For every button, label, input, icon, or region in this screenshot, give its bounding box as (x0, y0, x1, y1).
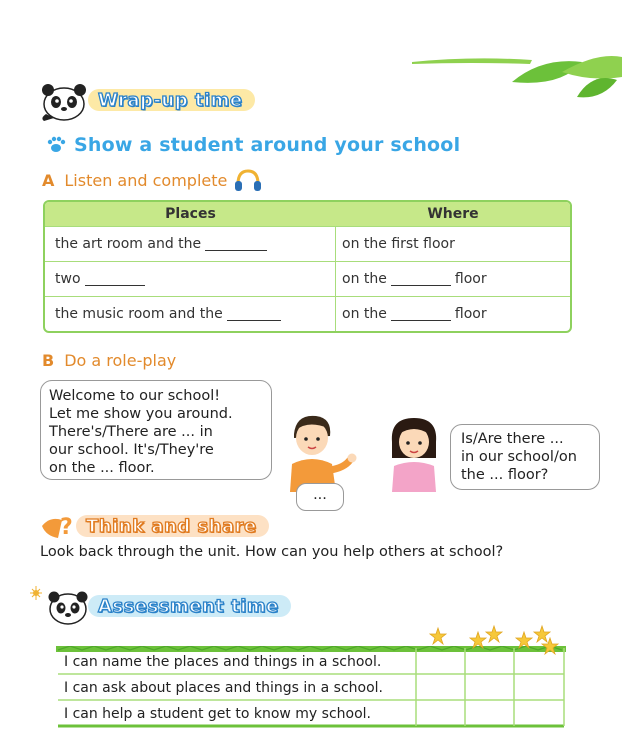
think-banner (40, 512, 269, 540)
bubble-line: There's/There are ... in (49, 424, 213, 440)
assessment-statement: I can ask about places and things in a school. (64, 680, 383, 696)
bubble-line: on the ... floor. (49, 460, 155, 476)
question-mark-icon (40, 512, 80, 540)
table-row (45, 296, 570, 331)
bubble-line: our school. It's/They're (49, 442, 214, 458)
assessment-row (58, 676, 416, 700)
header-places: Places (165, 206, 216, 222)
section-a-letter: A (42, 170, 55, 190)
panda-icon (36, 78, 92, 122)
headphones-icon (233, 168, 263, 192)
bubble-line: Let me show you around. (49, 406, 233, 422)
section-a-title: Listen and complete (64, 170, 228, 190)
place-text: the music room and the (55, 306, 223, 322)
assessment-statement: I can name the places and things in a school. (64, 654, 382, 670)
where-suffix: floor (454, 271, 487, 287)
section-b-heading (42, 351, 176, 370)
wrapup-banner (36, 78, 255, 122)
think-title: Think and share (86, 515, 257, 537)
where-text: on the first floor (342, 236, 455, 252)
assessment-statement: I can help a student get to know my school. (64, 706, 371, 722)
table-row (45, 226, 570, 261)
left-speech-bubble (40, 380, 272, 480)
bubble-line: Is/Are there ... (461, 431, 564, 447)
header-where: Where (427, 206, 479, 222)
assessment-row (58, 650, 416, 674)
paw-icon (46, 136, 66, 154)
svg-text:?: ? (60, 515, 73, 540)
bubble-ellipsis: ... (313, 487, 327, 503)
assessment-title: Assessment time (98, 595, 279, 617)
places-table (43, 200, 572, 333)
show-title: Show a student around your school (74, 134, 461, 156)
leaves-decoration (412, 52, 622, 102)
assessment-banner (30, 585, 291, 627)
where-text: on the (342, 306, 387, 322)
boy-illustration (280, 412, 360, 492)
think-question: Look back through the unit. How can you help others at school? (40, 544, 504, 560)
bubble-line: in our school/on (461, 449, 577, 465)
place-text: two (55, 271, 81, 287)
place-text: the art room and the (55, 236, 202, 252)
answer-blank[interactable] (85, 272, 145, 286)
answer-blank[interactable] (227, 307, 281, 321)
answer-blank[interactable] (391, 272, 451, 286)
section-a-heading (42, 168, 263, 192)
girl-illustration (382, 414, 448, 492)
wrapup-title: Wrap-up time (98, 89, 243, 111)
right-speech-bubble (450, 424, 600, 490)
bubble-line: the ... floor? (461, 467, 549, 483)
table-row (45, 261, 570, 296)
small-speech-bubble (296, 483, 344, 511)
answer-blank[interactable] (205, 237, 267, 251)
section-b-letter: B (42, 351, 55, 370)
show-heading (46, 134, 460, 156)
star-rating-decoration (426, 624, 566, 656)
panda-icon (30, 585, 92, 627)
assessment-table (50, 646, 572, 728)
where-suffix: floor (454, 306, 487, 322)
where-text: on the (342, 271, 387, 287)
answer-blank[interactable] (391, 307, 451, 321)
assessment-row (58, 702, 416, 726)
table-header (45, 202, 570, 226)
section-b-title: Do a role-play (64, 351, 177, 370)
bubble-line: Welcome to our school! (49, 388, 221, 404)
